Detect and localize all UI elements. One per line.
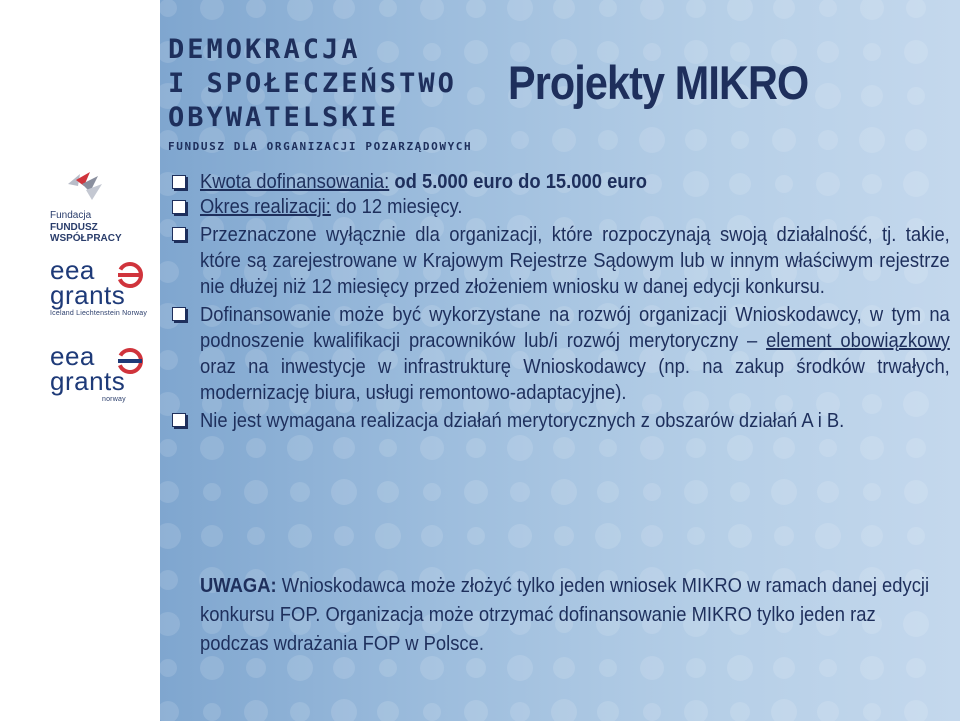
checkbox-bullet-icon xyxy=(172,175,186,189)
usage-text-1: Dofinansowanie może być wykorzystane na rozwój organizacji Wnioskodawcy, w tym na podnoszenie kwalifikacji pracowników lub/i rozwój merytoryczny – xyxy=(200,304,950,352)
list-item xyxy=(170,302,950,406)
list-item xyxy=(170,222,950,300)
eea-flag-mark-icon xyxy=(112,260,148,290)
eea-countries: Iceland Liechtenstein Norway xyxy=(50,310,148,318)
fundusz-bird-icon xyxy=(66,170,106,206)
norway-flag-mark-icon xyxy=(112,346,148,376)
banner-line-3: OBYWATELSKIE xyxy=(168,102,400,133)
checkbox-bullet-icon xyxy=(172,200,186,214)
grants-word: grants xyxy=(50,365,126,396)
warning-note xyxy=(200,572,960,659)
eea-grants-logo xyxy=(50,255,150,318)
eea-word: eea xyxy=(50,341,95,371)
funding-value: od 5.000 euro do 15.000 euro xyxy=(394,171,647,193)
warning-label: UWAGA: xyxy=(200,575,277,597)
requirement-text: Nie jest wymagana realizacja działań merytorycznych z obszarów działań A i B. xyxy=(200,410,845,432)
period-label: Okres realizacji: xyxy=(200,196,331,218)
bullet-list xyxy=(170,170,950,434)
list-item xyxy=(170,408,950,434)
fundusz-line-2: FUNDUSZ WSPÓŁPRACY xyxy=(50,221,122,244)
norway-label: norway xyxy=(102,396,126,404)
eea-word: eea xyxy=(50,255,95,285)
eligibility-text: Przeznaczone wyłącznie dla organizacji, które rozpoczynają swoją działalność, tj. takie, które są zarejestrowane w Krajowym Rejestrze Sądowym lub w innym właściwym rejestrze nie dłużej niż 12 miesięcy przed złożeniem wniosku w danej edycji konkursu. xyxy=(200,224,950,298)
grants-word: grants xyxy=(50,279,126,310)
fundusz-logo xyxy=(50,170,150,245)
list-item xyxy=(170,195,950,220)
mandatory-element: element obowiązkowy xyxy=(766,330,950,352)
banner-line-1: DEMOKRACJA xyxy=(168,34,361,65)
banner-line-4: FUNDUSZ DLA ORGANIZACJI POZARZĄDOWYCH xyxy=(168,140,473,153)
warning-text: Wnioskodawca może złożyć tylko jeden wniosek MIKRO w ramach danej edycji konkursu FOP. Organizacja może otrzymać dofinansowanie MIKRO tylko jeden raz podczas wdrażania FOP w Polsce. xyxy=(200,575,930,655)
fundusz-line-1: Fundacja xyxy=(50,210,92,221)
checkbox-bullet-icon xyxy=(172,307,186,321)
list-item xyxy=(170,170,950,195)
program-banner xyxy=(168,36,472,152)
usage-text-2: oraz na inwestycje w infrastrukturę Wnioskodawcy (np. na zakup środków trwałych, modernizację biura, usługi remontowo-adaptacyjne). xyxy=(200,356,950,404)
checkbox-bullet-icon xyxy=(172,413,186,427)
banner-line-2: I SPOŁECZEŃSTWO xyxy=(168,68,457,99)
page-title: Projekty MIKRO xyxy=(508,56,809,109)
checkbox-bullet-icon xyxy=(172,227,186,241)
period-value: do 12 miesięcy. xyxy=(336,196,463,218)
norway-grants-logo xyxy=(50,341,150,404)
funding-label: Kwota dofinansowania: xyxy=(200,171,390,193)
